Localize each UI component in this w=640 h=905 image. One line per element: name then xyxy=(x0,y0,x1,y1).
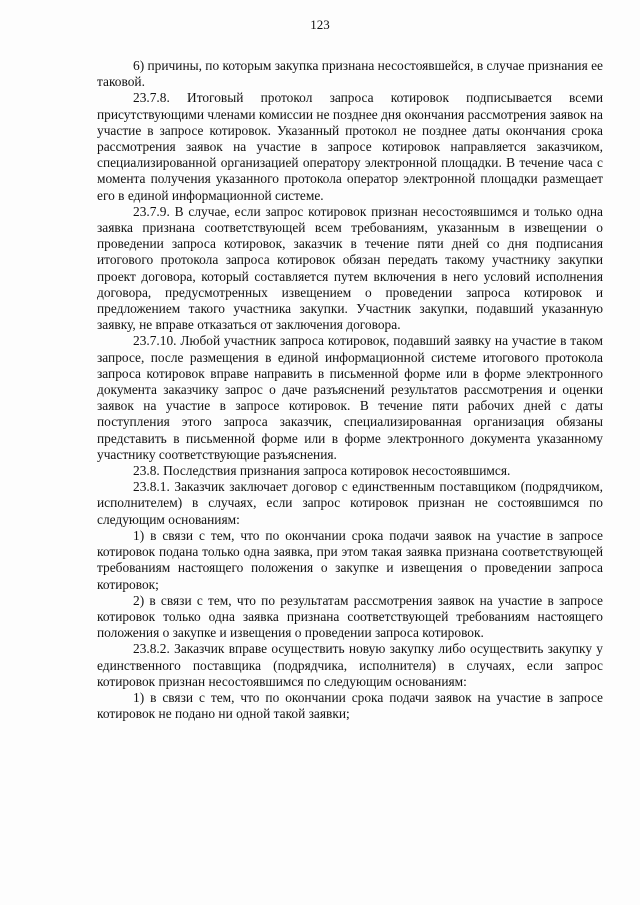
page-number: 123 xyxy=(310,17,330,32)
section-heading: 23.8. Последствия признания запроса котировок несостоявшимся. xyxy=(133,463,511,479)
list-item: 1) в связи с тем, что по окончании срока подачи заявок на участие в запросе котировок подана только одна заявка, при этом такая заявка признана соответствующей требованиям настоящего положения о закупке и извещения о проведении запроса котировок; xyxy=(97,527,603,592)
paragraph: 23.8.2. Заказчик вправе осуществить новую закупку либо осуществить закупку у единственного поставщика (подрядчика, исполнителя) в случаях, если запрос котировок признан несостоявшимся по следующим основаниям: xyxy=(97,641,603,689)
paragraph: 23.7.8. Итоговый протокол запроса котировок подписывается всеми присутствующими членами комиссии не позднее дня окончания рассмотрения заявок на участие в запросе котировок. Указанный протокол не позднее даты окончания срока рассмотрения заявок на участие в запросе котировок направляется заказчиком, специализированной организацией оператору электронной площадки. В течение часа с момента получения указанного протокола оператор электронной площадки размещает его в единой информационной системе. xyxy=(97,90,603,203)
list-item: 1) в связи с тем, что по окончании срока подачи заявок на участие в запросе котировок не подано ни одной такой заявки; xyxy=(97,689,603,722)
document-body xyxy=(97,58,603,722)
paragraph: 23.7.9. В случае, если запрос котировок признан несостоявшимся и только одна заявка признана соответствующей всем требованиям, указанным в извещении о проведении запроса котировок, заказчик в течение пяти дней со дня подписания итогового протокола запроса котировок обязан передать такому участнику закупки проект договора, который составляется путем включения в него условий исполнения договора, предусмотренных извещением о проведении запроса котировок и предложением такого участника закупки. Участник закупки, подавший указанную заявку, не вправе отказаться от заключения договора. xyxy=(97,203,603,333)
paragraph: 23.7.10. Любой участник запроса котировок, подавший заявку на участие в таком запросе, после размещения в единой информационной системе итогового протокола запроса котировок вправе направить в письменной форме или в форме электронного документа заказчику запрос о даче разъяснений результатов рассмотрения и оценки заявок на участие в запросе котировок. В течение пяти рабочих дней с даты поступления этого запроса заказчик, специализированная организация обязаны представить в письменной форме или в форме электронного документа указанному участнику соответствующие разъяснения. xyxy=(97,333,603,462)
paragraph: 6) причины, по которым закупка признана несостоявшейся, в случае признания ее таковой. xyxy=(97,58,603,90)
list-item: 2) в связи с тем, что по результатам рассмотрения заявок на участие в запросе котировок только одна заявка признана соответствующей требованиям настоящего положения о закупке и извещения о проведении запроса котировок. xyxy=(97,592,603,641)
paragraph: 23.8.1. Заказчик заключает договор с единственным поставщиком (подрядчиком, исполнителем) в случаях, если запрос котировок признан не состоявшимся по следующим основаниям: xyxy=(97,479,603,527)
